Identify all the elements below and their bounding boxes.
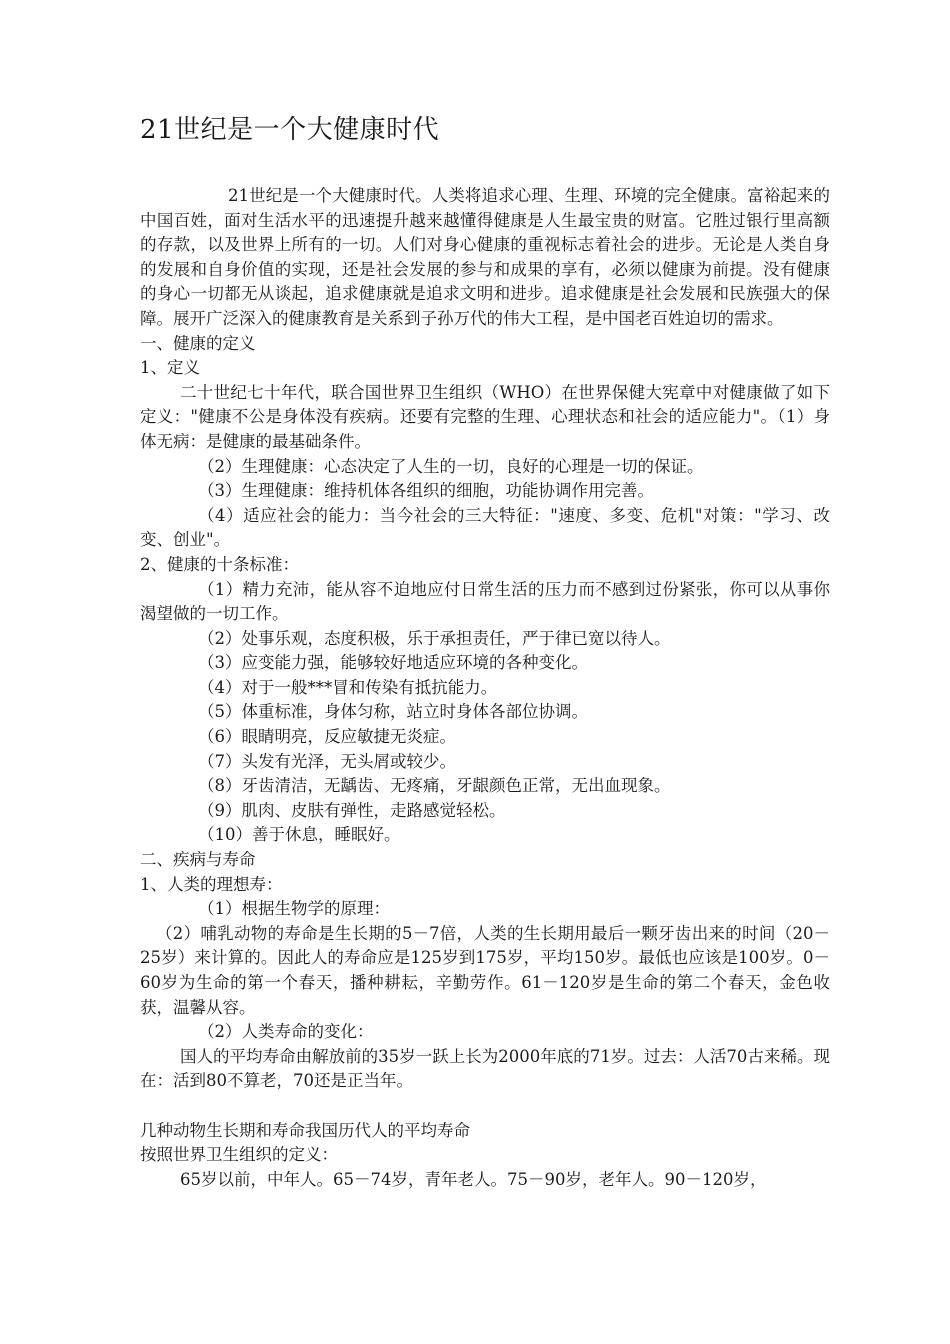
list-item: （2）人类寿命的变化： — [198, 1022, 374, 1042]
document-body — [140, 184, 830, 1192]
list-item: （5）体重标准，身体匀称，站立时身体各部位协调。 — [198, 702, 588, 722]
subsection-heading: 2、健康的十条标准： — [140, 554, 299, 574]
section-heading: 二、疾病与寿命 — [140, 850, 256, 870]
list-item: （4）对于一般***冒和传染有抵抗能力。 — [198, 677, 498, 697]
blank-line — [140, 1094, 830, 1119]
document-page — [140, 112, 830, 1192]
subsection-heading: 1、定义 — [140, 358, 200, 378]
list-item: （4）适应社会的能力：当今社会的三大特征："速度、多变、危机"对策："学习、改变、创业"。 — [140, 505, 830, 550]
subsection-heading: 1、人类的理想寿： — [140, 874, 283, 894]
list-item: （8）牙齿清洁，无龋齿、无疼痛，牙龈颜色正常，无出血现象。 — [198, 776, 671, 796]
paragraph: 几种动物生长期和寿命我国历代人的平均寿命 — [140, 1120, 470, 1140]
document-title: 21世纪是一个大健康时代 — [140, 115, 440, 145]
list-item: （3）应变能力强，能够较好地适应环境的各种变化。 — [198, 653, 588, 673]
paragraph: 按照世界卫生组织的定义： — [140, 1145, 338, 1165]
paragraph: 国人的平均寿命由解放前的35岁一跃上长为2000年底的71岁。过去：人活70古来稀。现在：活到80不算老，70还是正当年。 — [140, 1046, 830, 1091]
list-item: （10）善于休息，睡眠好。 — [198, 825, 401, 845]
list-item: （6）眼睛明亮，反应敏捷无炎症。 — [198, 727, 456, 747]
section-heading: 一、健康的定义 — [140, 333, 256, 353]
list-item: （7）头发有光泽，无头屑或较少。 — [198, 751, 456, 771]
list-item: （1）根据生物学的原理： — [198, 899, 390, 919]
paragraph: 二十世纪七十年代，联合国世界卫生组织（WHO）在世界保健大宪章中对健康做了如下定义："健康不公是身体没有疾病。还要有完整的生理、心理状态和社会的适应能力"。（1）身体无病：是健康的最基础条件。 — [140, 382, 830, 451]
paragraph: 65岁以前，中年人。65－74岁，青年老人。75－90岁，老年人。90－120岁， — [180, 1169, 767, 1189]
list-item: （1）精力充沛，能从容不迫地应付日常生活的压力而不感到过份紧张，你可以从事你渴望做的一切工作。 — [140, 579, 830, 624]
list-item: （9）肌肉、皮肤有弹性，走路感觉轻松。 — [198, 800, 506, 820]
list-item: （2）处事乐观，态度积极，乐于承担责任，严于律已宽以待人。 — [198, 628, 671, 648]
intro-paragraph: 21世纪是一个大健康时代。人类将追求心理、生理、环境的完全健康。富裕起来的中国百姓，面对生活水平的迅速提升越来越懂得健康是人生最宝贵的财富。它胜过银行里高额的存款，以及世界上所有的一切。人们对身心健康的重视标志着社会的进步。无论是人类自身的发展和自身价值的实现，还是社会发展的参与和成果的享有，必须以健康为前提。没有健康的身心一切都无从谈起，追求健康就是追求文明和进步。追求健康是社会发展和民族强大的保障。展开广泛深入的健康教育是关系到子孙万代的伟大工程，是中国老百姓迫切的需求。 — [140, 186, 830, 328]
paragraph: （2）哺乳动物的寿命是生长期的5－7倍，人类的生长期用最后一颗牙齿出来的时间（20－25岁）来计算的。因此人的寿命应是125岁到175岁，平均150岁。最低也应该是100岁。0－60岁为生命的第一个春天，播种耕耘，辛勤劳作。61－120岁是生命的第二个春天，金色收获，温馨从容。 — [140, 923, 830, 1017]
list-item: （2）生理健康：心态决定了人生的一切，良好的心理是一切的保证。 — [198, 456, 704, 476]
list-item: （3）生理健康：维持机体各组织的细胞，功能协调作用完善。 — [198, 481, 654, 501]
